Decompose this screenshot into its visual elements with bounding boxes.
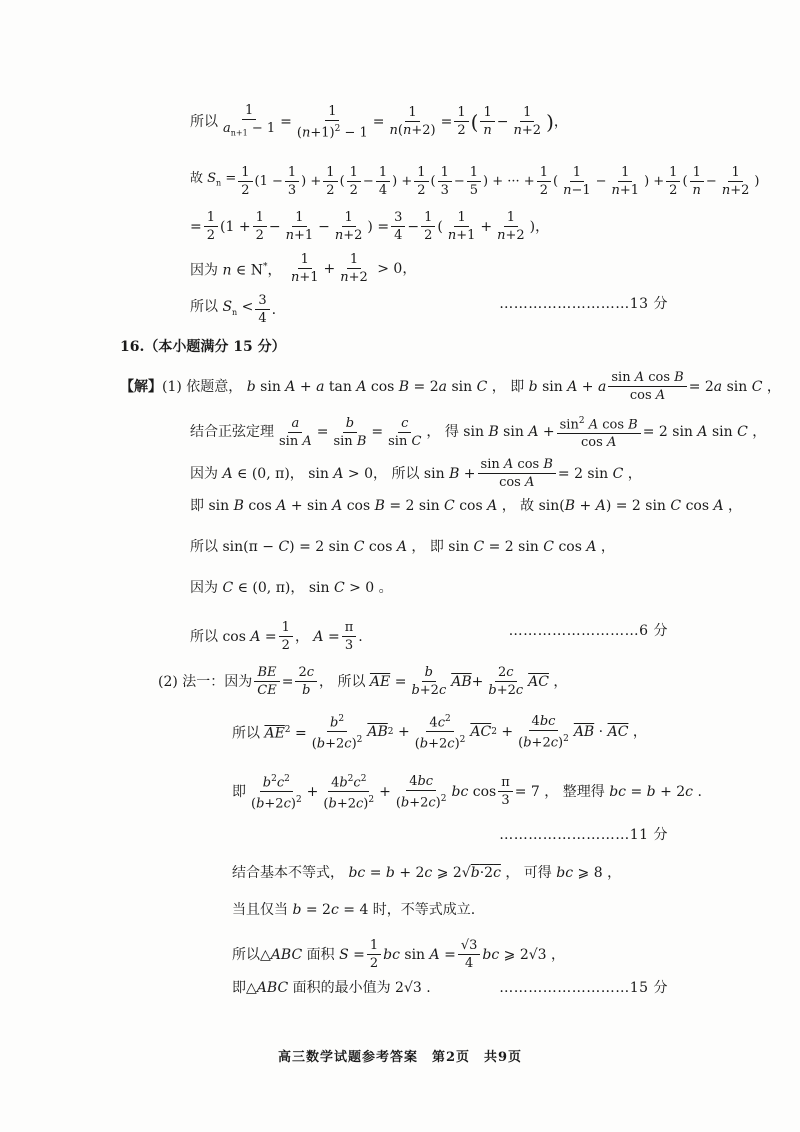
- part2-line-6: 所以△ABC 面积 S = $\frac{1}{2}$ bc sin A = $\frac{√3}{4}$ bc ⩾ 2√3 ，: [232, 938, 566, 971]
- solution-line-3: 因为 A ∈ (0, π)， sin A > 0， 所以 sin B + $\frac{\text{sin A cos B}}{\text{cos A}}$ = 2 sin C ，: [190, 457, 642, 490]
- part2-line-1: (2) 法一：因为 $\frac{BE}{CE}$ = $\frac{2c}{b}$ ， 所以 $\overline{AE}$ = $\frac{b}{b+2c}$ $\overline{AB}$ + $\frac{2c}{b+2c}$ $\overline{AC}$ ，: [158, 665, 568, 698]
- solution-line-2: 结合正弦定理 $\frac{a}{\text{sin A}}$ = $\frac{b}{\text{sin B}}$ = $\frac{c}{\text{sin C}}$ ， 得 sin B sin A + $\frac{\sin^2 A \cos B}{\text{cos A}}$ = 2 sin A sin C ，: [190, 415, 767, 451]
- part2-line-7: 即△ABC 面积的最小值为 2√3 .: [232, 980, 431, 996]
- question-16-heading: 16.（本小题满分 15 分）: [120, 339, 286, 355]
- line-3: = $\frac{1}{2}$ (1 + $\frac{1}{2}$ − $\frac{1}{n+1}$ − $\frac{1}{n+2}$ ) = $\frac{3}{4}$ − $\frac{1}{2}$ ( $\frac{1}{n+1}$ + $\frac{1}{n+2}$ )，: [190, 210, 550, 243]
- score-13: ………………………13 分: [499, 296, 668, 312]
- part2-line-4: 结合基本不等式， bc = b + 2c ⩾ 2√b·2c ， 可得 bc ⩾ 8 ，: [232, 865, 622, 881]
- part2-line-5: 当且仅当 b = 2c = 4 时，不等式成立.: [232, 902, 476, 918]
- score-6: ………………………6 分: [508, 623, 668, 639]
- line-5: 所以 $S_n$ < $\frac{3}{4}$ .: [190, 293, 277, 326]
- part2-line-3: 即 $\frac{b^2c^2}{(b+2c)^2}$ + $\frac{4b^2c^2}{(b+2c)^2}$ + $\frac{4bc}{(b+2c)^2}$ bc cos $\frac{\pi}{3}$ = 7 ， 整理得 bc = b + 2c .: [232, 773, 702, 812]
- line-4: 因为 n ∈ N*， $\frac{1}{n+1}$ + $\frac{1}{n+2}$ > 0，: [190, 252, 417, 285]
- line-1: 所以 $\frac{1}{a_{n+1} - 1}$ = $\frac{1}{(n+1)^2 - 1}$ = $\frac{1}{n(n+2)}$ = $\frac{1}{2}$ ( $\frac{1}{n}$ − $\frac{1}{n+2}$ ) ，: [190, 103, 568, 140]
- solution-line-4: 即 sin B cos A + sin A cos B = 2 sin C cos A ， 故 sin(B + A) = 2 sin C cos A ，: [190, 498, 743, 514]
- solution-line-7: 所以 cos A = $\frac{1}{2}$ ， A = $\frac{\pi}{3}$ .: [190, 620, 363, 653]
- line-2: 故 $S_n$ = $\frac{1}{2}$ (1 − $\frac{1}{3}$ ) + $\frac{1}{2}$ ( $\frac{1}{2}$ − $\frac{1}{4}$ ) + $\frac{1}{2}$ ( $\frac{1}{3}$ − $\frac{1}{5}$ ) + ··· + $\frac{1}{2}$ ( $\frac{1}{n-1}$ − $\frac{1}{n+1}$ ) + $\frac{1}{2}$ ( $\frac{1}{n}$ − $\frac{1}{n+2}$ ): [190, 165, 760, 198]
- solution-line-5: 所以 sin(π − C) = 2 sin C cos A ， 即 sin C = 2 sin C cos A ，: [190, 539, 615, 555]
- page-footer: 高三数学试题参考答案 第2页 共9页: [277, 1050, 523, 1065]
- score-15: ………………………15 分: [499, 980, 668, 996]
- solution-line-1: 【解】(1) 依题意， b sin A + a tan A cos B = 2a sin C ， 即 b sin A + a $\frac{\text{sin A cos B}}{\text{cos A}}$ = 2a sin C ，: [120, 370, 781, 403]
- part2-line-2: 所以 $\overline{AE}^2$ = $\frac{b^2}{(b+2c)^2}$ $\overline{AB}$ 2 + $\frac{4c^2}{(b+2c)^2}$ $\overline{AC}$ 2 + $\frac{4bc}{(b+2c)^2}$ $\overline{AB}$ · $\overline{AC}$ ，: [232, 713, 647, 752]
- score-11: ………………………11 分: [499, 827, 668, 843]
- solution-line-6: 因为 C ∈ (0, π)， sin C > 0 。: [190, 580, 393, 596]
